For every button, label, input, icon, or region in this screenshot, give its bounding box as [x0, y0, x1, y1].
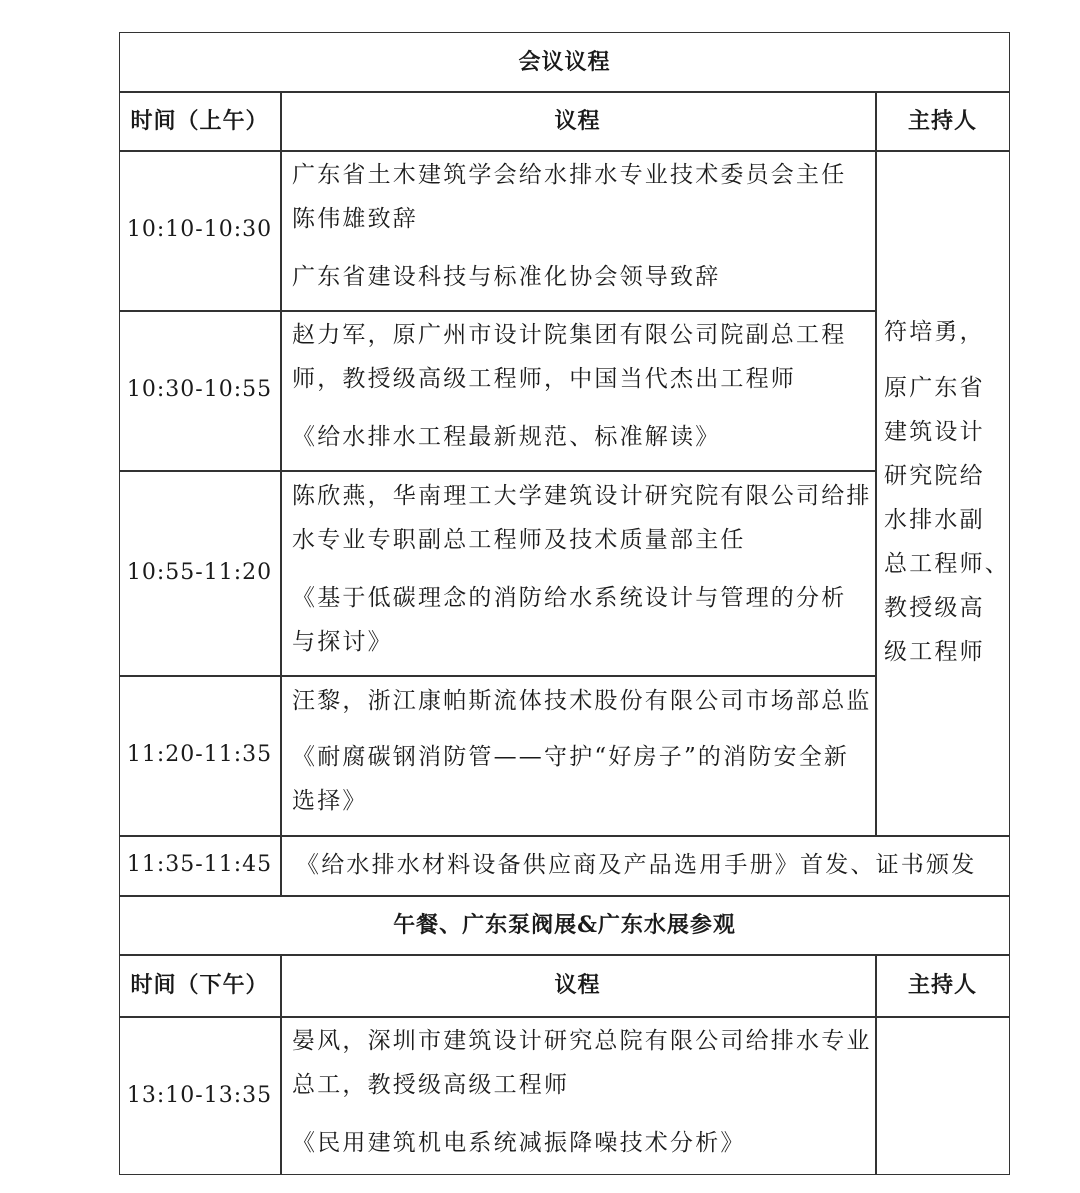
time-slot: 13:10-13:35 — [126, 1082, 273, 1108]
talk-topic — [292, 576, 875, 664]
table-title-cell — [119, 32, 1010, 91]
speaker-line: 师，教授级高级工程师，中国当代杰出工程师 — [292, 366, 796, 392]
host-title-line: 水排水副 — [884, 507, 985, 533]
time-slot: 11:35-11:45 — [126, 852, 273, 877]
agenda-cell — [280, 1019, 875, 1175]
time-slot: 11:20-11:35 — [126, 742, 273, 767]
time-slot: 10:30-10:55 — [126, 377, 273, 402]
topic-line: 广东省建设科技与标准化协会领导致辞 — [292, 264, 721, 290]
time-cell — [119, 835, 280, 895]
launch-text: 《给水排水材料设备供应商及产品选用手册》首发、证书颁发 — [296, 852, 977, 878]
host-cell — [875, 310, 1010, 670]
speaker-info — [292, 313, 875, 401]
speaker-line: 总工，教授级高级工程师 — [292, 1072, 570, 1098]
speaker-line: 陈欣燕，华南理工大学建筑设计研究院有限公司给排 — [292, 483, 872, 509]
host-title-line: 原广东省 — [884, 375, 985, 401]
topic-line: 与探讨》 — [292, 629, 393, 655]
host-name: 符培勇， — [884, 319, 985, 345]
speaker-line: 广东省土木建筑学会给水排水专业技术委员会主任 — [292, 162, 847, 188]
header-host: 主持人 — [907, 107, 977, 134]
host-title — [884, 366, 1010, 674]
time-slot: 10:55-11:20 — [126, 559, 273, 585]
header-time: 时间（上午） — [130, 107, 269, 134]
header-host-cell — [875, 91, 1010, 150]
lunch-text: 午餐、广东泵阀展&广东水展参观 — [393, 911, 736, 938]
header-host-cell — [875, 954, 1010, 1016]
launch-cell — [280, 835, 1010, 895]
time-cell — [119, 310, 280, 470]
header-time: 时间（下午） — [130, 972, 269, 998]
topic-line: 《耐腐碳钢消防管——守护“好房子”的消防安全新 — [292, 744, 850, 770]
host-title-line: 总工程师、 — [884, 551, 1010, 577]
header-time-cell — [119, 954, 280, 1016]
host-title-line: 研究院给 — [884, 463, 985, 489]
talk-topic — [292, 415, 875, 459]
time-cell — [119, 470, 280, 675]
host-title-line: 级工程师 — [884, 639, 985, 665]
agenda-cell — [280, 679, 875, 835]
time-cell — [119, 150, 280, 310]
header-agenda: 议程 — [554, 107, 601, 134]
header-agenda: 议程 — [554, 972, 601, 998]
header-agenda-cell — [280, 91, 875, 150]
table-title: 会议议程 — [518, 48, 611, 75]
talk-topic — [292, 1121, 875, 1165]
talk-topic — [292, 735, 875, 823]
host-title-line: 建筑设计 — [884, 419, 985, 445]
agenda-cell — [280, 474, 875, 675]
speaker-info — [292, 679, 875, 723]
speaker-line: 水专业专职副总工程师及技术质量部主任 — [292, 527, 746, 553]
speaker-line: 赵力军，原广州市设计院集团有限公司院副总工程 — [292, 322, 847, 348]
speaker-line: 晏风，深圳市建筑设计研究总院有限公司给排水专业 — [292, 1028, 872, 1054]
topic-line: 《给水排水工程最新规范、标准解读》 — [292, 424, 721, 450]
lunch-cell — [119, 895, 1010, 954]
header-host: 主持人 — [907, 972, 977, 998]
agenda-cell — [280, 313, 875, 470]
header-time-cell — [119, 91, 280, 150]
speaker-line: 汪黎，浙江康帕斯流体技术股份有限公司市场部总监 — [292, 688, 872, 714]
time-cell — [119, 675, 280, 835]
time-slot: 10:10-10:30 — [126, 217, 273, 242]
topic-line: 《基于低碳理念的消防给水系统设计与管理的分析 — [292, 585, 847, 611]
speaker-info — [292, 474, 875, 562]
speaker-info — [292, 1019, 875, 1107]
agenda-cell — [280, 153, 875, 310]
host-title-line: 教授级高 — [884, 595, 985, 621]
topic-line: 《民用建筑机电系统减振降噪技术分析》 — [292, 1130, 746, 1156]
speaker-line: 陈伟雄致辞 — [292, 206, 418, 232]
speaker-info — [292, 153, 875, 241]
topic-line: 选择》 — [292, 788, 368, 814]
talk-topic — [292, 255, 875, 299]
header-agenda-cell — [280, 954, 875, 1016]
time-cell — [119, 1016, 280, 1175]
